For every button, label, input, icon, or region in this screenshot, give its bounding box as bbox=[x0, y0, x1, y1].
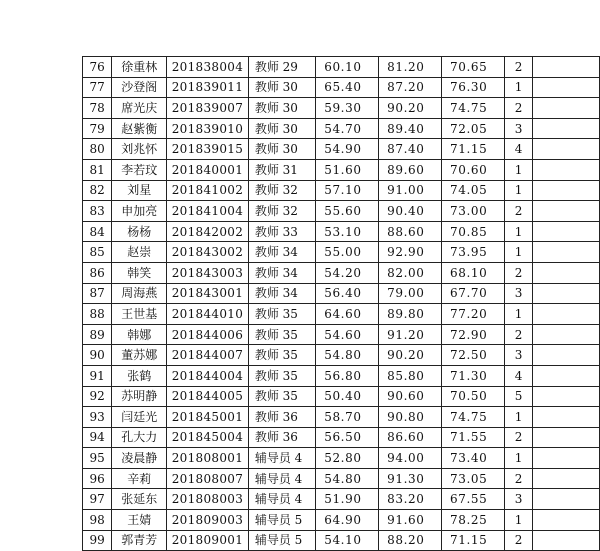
score1-cell: 55.00 bbox=[316, 242, 379, 263]
score1-cell: 52.80 bbox=[316, 448, 379, 469]
name-cell: 王世基 bbox=[112, 304, 167, 325]
table-row bbox=[83, 386, 600, 407]
remarks-cell bbox=[533, 201, 600, 222]
rank-cell: 2 bbox=[504, 324, 532, 345]
group-cell: 教师 29 bbox=[248, 57, 315, 78]
score1-cell: 50.40 bbox=[316, 386, 379, 407]
average-cell: 70.85 bbox=[441, 221, 504, 242]
row-number-cell: 97 bbox=[83, 489, 112, 510]
name-cell: 席光庆 bbox=[112, 98, 167, 119]
average-cell: 68.10 bbox=[441, 262, 504, 283]
id-cell: 201841004 bbox=[167, 201, 249, 222]
id-cell: 201808007 bbox=[167, 468, 249, 489]
average-cell: 78.25 bbox=[441, 510, 504, 531]
remarks-cell bbox=[533, 262, 600, 283]
table-row bbox=[83, 468, 600, 489]
score1-cell: 54.80 bbox=[316, 345, 379, 366]
row-number-cell: 93 bbox=[83, 407, 112, 428]
average-cell: 67.55 bbox=[441, 489, 504, 510]
average-cell: 72.05 bbox=[441, 118, 504, 139]
row-number-cell: 91 bbox=[83, 365, 112, 386]
row-number-cell: 89 bbox=[83, 324, 112, 345]
row-number-cell: 95 bbox=[83, 448, 112, 469]
name-cell: 韩笑 bbox=[112, 262, 167, 283]
rank-cell: 1 bbox=[504, 510, 532, 531]
row-number-cell: 87 bbox=[83, 283, 112, 304]
table-row bbox=[83, 159, 600, 180]
table-row bbox=[83, 407, 600, 428]
average-cell: 67.70 bbox=[441, 283, 504, 304]
remarks-cell bbox=[533, 139, 600, 160]
score2-cell: 89.40 bbox=[379, 118, 442, 139]
rank-cell: 2 bbox=[504, 468, 532, 489]
score2-cell: 90.20 bbox=[379, 98, 442, 119]
rank-cell: 3 bbox=[504, 283, 532, 304]
group-cell: 教师 35 bbox=[248, 324, 315, 345]
rank-cell: 5 bbox=[504, 386, 532, 407]
id-cell: 201838004 bbox=[167, 57, 249, 78]
row-number-cell: 79 bbox=[83, 118, 112, 139]
rank-cell: 3 bbox=[504, 489, 532, 510]
score1-cell: 56.80 bbox=[316, 365, 379, 386]
row-number-cell: 81 bbox=[83, 159, 112, 180]
rank-cell: 4 bbox=[504, 139, 532, 160]
id-cell: 201808001 bbox=[167, 448, 249, 469]
score1-cell: 64.60 bbox=[316, 304, 379, 325]
score1-cell: 65.40 bbox=[316, 77, 379, 98]
remarks-cell bbox=[533, 77, 600, 98]
average-cell: 76.30 bbox=[441, 77, 504, 98]
rank-cell: 2 bbox=[504, 427, 532, 448]
rank-cell: 4 bbox=[504, 365, 532, 386]
row-number-cell: 98 bbox=[83, 510, 112, 531]
score1-cell: 51.60 bbox=[316, 159, 379, 180]
group-cell: 教师 35 bbox=[248, 386, 315, 407]
average-cell: 74.75 bbox=[441, 98, 504, 119]
name-cell: 李若玟 bbox=[112, 159, 167, 180]
name-cell: 张延东 bbox=[112, 489, 167, 510]
id-cell: 201844007 bbox=[167, 345, 249, 366]
table-row bbox=[83, 118, 600, 139]
row-number-cell: 92 bbox=[83, 386, 112, 407]
score2-cell: 90.60 bbox=[379, 386, 442, 407]
id-cell: 201839015 bbox=[167, 139, 249, 160]
remarks-cell bbox=[533, 118, 600, 139]
table-row bbox=[83, 324, 600, 345]
rank-cell: 2 bbox=[504, 57, 532, 78]
score1-cell: 58.70 bbox=[316, 407, 379, 428]
name-cell: 韩娜 bbox=[112, 324, 167, 345]
score2-cell: 91.60 bbox=[379, 510, 442, 531]
row-number-cell: 84 bbox=[83, 221, 112, 242]
group-cell: 教师 36 bbox=[248, 407, 315, 428]
row-number-cell: 96 bbox=[83, 468, 112, 489]
score1-cell: 51.90 bbox=[316, 489, 379, 510]
remarks-cell bbox=[533, 221, 600, 242]
score2-cell: 86.60 bbox=[379, 427, 442, 448]
table-row bbox=[83, 221, 600, 242]
average-cell: 70.60 bbox=[441, 159, 504, 180]
score1-cell: 54.70 bbox=[316, 118, 379, 139]
name-cell: 董苏娜 bbox=[112, 345, 167, 366]
average-cell: 71.15 bbox=[441, 530, 504, 551]
id-cell: 201839010 bbox=[167, 118, 249, 139]
name-cell: 苏明静 bbox=[112, 386, 167, 407]
score2-cell: 87.20 bbox=[379, 77, 442, 98]
rank-cell: 1 bbox=[504, 159, 532, 180]
rank-cell: 1 bbox=[504, 242, 532, 263]
remarks-cell bbox=[533, 386, 600, 407]
table-row bbox=[83, 489, 600, 510]
group-cell: 教师 30 bbox=[248, 98, 315, 119]
table-row bbox=[83, 283, 600, 304]
group-cell: 教师 31 bbox=[248, 159, 315, 180]
average-cell: 73.95 bbox=[441, 242, 504, 263]
group-cell: 辅导员 4 bbox=[248, 489, 315, 510]
group-cell: 教师 35 bbox=[248, 365, 315, 386]
name-cell: 孔大力 bbox=[112, 427, 167, 448]
rank-cell: 2 bbox=[504, 262, 532, 283]
group-cell: 辅导员 4 bbox=[248, 468, 315, 489]
name-cell: 徐重林 bbox=[112, 57, 167, 78]
id-cell: 201840001 bbox=[167, 159, 249, 180]
average-cell: 72.90 bbox=[441, 324, 504, 345]
table-row bbox=[83, 180, 600, 201]
name-cell: 王婧 bbox=[112, 510, 167, 531]
score2-cell: 94.00 bbox=[379, 448, 442, 469]
table-row bbox=[83, 345, 600, 366]
row-number-cell: 86 bbox=[83, 262, 112, 283]
table-row bbox=[83, 448, 600, 469]
name-cell: 申加亮 bbox=[112, 201, 167, 222]
average-cell: 72.50 bbox=[441, 345, 504, 366]
name-cell: 沙登阁 bbox=[112, 77, 167, 98]
name-cell: 周海燕 bbox=[112, 283, 167, 304]
table-row bbox=[83, 262, 600, 283]
name-cell: 刘兆怀 bbox=[112, 139, 167, 160]
name-cell: 杨杨 bbox=[112, 221, 167, 242]
score2-cell: 81.20 bbox=[379, 57, 442, 78]
name-cell: 闫廷光 bbox=[112, 407, 167, 428]
table-row bbox=[83, 365, 600, 386]
group-cell: 教师 30 bbox=[248, 77, 315, 98]
remarks-cell bbox=[533, 407, 600, 428]
score2-cell: 90.20 bbox=[379, 345, 442, 366]
row-number-cell: 76 bbox=[83, 57, 112, 78]
id-cell: 201839011 bbox=[167, 77, 249, 98]
score1-cell: 59.30 bbox=[316, 98, 379, 119]
table-row bbox=[83, 201, 600, 222]
id-cell: 201809003 bbox=[167, 510, 249, 531]
rank-cell: 2 bbox=[504, 201, 532, 222]
remarks-cell bbox=[533, 468, 600, 489]
id-cell: 201842002 bbox=[167, 221, 249, 242]
remarks-cell bbox=[533, 242, 600, 263]
id-cell: 201839007 bbox=[167, 98, 249, 119]
name-cell: 赵崇 bbox=[112, 242, 167, 263]
table-row bbox=[83, 57, 600, 78]
name-cell: 刘星 bbox=[112, 180, 167, 201]
remarks-cell bbox=[533, 427, 600, 448]
remarks-cell bbox=[533, 365, 600, 386]
group-cell: 教师 35 bbox=[248, 345, 315, 366]
rank-cell: 1 bbox=[504, 448, 532, 469]
remarks-cell bbox=[533, 159, 600, 180]
id-cell: 201808003 bbox=[167, 489, 249, 510]
score1-cell: 56.50 bbox=[316, 427, 379, 448]
score2-cell: 83.20 bbox=[379, 489, 442, 510]
average-cell: 74.05 bbox=[441, 180, 504, 201]
score2-cell: 79.00 bbox=[379, 283, 442, 304]
id-cell: 201844004 bbox=[167, 365, 249, 386]
remarks-cell bbox=[533, 448, 600, 469]
score1-cell: 60.10 bbox=[316, 57, 379, 78]
score1-cell: 53.10 bbox=[316, 221, 379, 242]
row-number-cell: 90 bbox=[83, 345, 112, 366]
remarks-cell bbox=[533, 304, 600, 325]
id-cell: 201845001 bbox=[167, 407, 249, 428]
id-cell: 201845004 bbox=[167, 427, 249, 448]
score1-cell: 54.90 bbox=[316, 139, 379, 160]
rank-cell: 1 bbox=[504, 407, 532, 428]
id-cell: 201843002 bbox=[167, 242, 249, 263]
score1-cell: 54.60 bbox=[316, 324, 379, 345]
average-cell: 77.20 bbox=[441, 304, 504, 325]
average-cell: 71.30 bbox=[441, 365, 504, 386]
average-cell: 71.55 bbox=[441, 427, 504, 448]
name-cell: 郭青芳 bbox=[112, 530, 167, 551]
score1-cell: 57.10 bbox=[316, 180, 379, 201]
average-cell: 70.65 bbox=[441, 57, 504, 78]
group-cell: 辅导员 5 bbox=[248, 510, 315, 531]
rank-cell: 3 bbox=[504, 118, 532, 139]
rank-cell: 1 bbox=[504, 304, 532, 325]
table-row bbox=[83, 242, 600, 263]
table-row bbox=[83, 510, 600, 531]
group-cell: 教师 33 bbox=[248, 221, 315, 242]
score2-cell: 87.40 bbox=[379, 139, 442, 160]
id-cell: 201841002 bbox=[167, 180, 249, 201]
score2-cell: 90.40 bbox=[379, 201, 442, 222]
score-table-body bbox=[83, 57, 600, 551]
group-cell: 辅导员 4 bbox=[248, 448, 315, 469]
group-cell: 辅导员 5 bbox=[248, 530, 315, 551]
rank-cell: 1 bbox=[504, 77, 532, 98]
average-cell: 74.75 bbox=[441, 407, 504, 428]
id-cell: 201844006 bbox=[167, 324, 249, 345]
remarks-cell bbox=[533, 57, 600, 78]
score2-cell: 90.80 bbox=[379, 407, 442, 428]
score1-cell: 64.90 bbox=[316, 510, 379, 531]
row-number-cell: 94 bbox=[83, 427, 112, 448]
average-cell: 71.15 bbox=[441, 139, 504, 160]
score2-cell: 91.00 bbox=[379, 180, 442, 201]
group-cell: 教师 32 bbox=[248, 180, 315, 201]
id-cell: 201844010 bbox=[167, 304, 249, 325]
score1-cell: 54.10 bbox=[316, 530, 379, 551]
average-cell: 73.00 bbox=[441, 201, 504, 222]
rank-cell: 1 bbox=[504, 221, 532, 242]
name-cell: 辛莉 bbox=[112, 468, 167, 489]
average-cell: 70.50 bbox=[441, 386, 504, 407]
id-cell: 201809001 bbox=[167, 530, 249, 551]
score2-cell: 89.80 bbox=[379, 304, 442, 325]
rank-cell: 3 bbox=[504, 345, 532, 366]
row-number-cell: 99 bbox=[83, 530, 112, 551]
row-number-cell: 82 bbox=[83, 180, 112, 201]
remarks-cell bbox=[533, 489, 600, 510]
score1-cell: 54.20 bbox=[316, 262, 379, 283]
table-row bbox=[83, 427, 600, 448]
id-cell: 201844005 bbox=[167, 386, 249, 407]
remarks-cell bbox=[533, 283, 600, 304]
score2-cell: 89.60 bbox=[379, 159, 442, 180]
row-number-cell: 83 bbox=[83, 201, 112, 222]
group-cell: 教师 30 bbox=[248, 118, 315, 139]
table-row bbox=[83, 530, 600, 551]
rank-cell: 1 bbox=[504, 180, 532, 201]
group-cell: 教师 34 bbox=[248, 262, 315, 283]
score-table bbox=[82, 56, 600, 551]
id-cell: 201843003 bbox=[167, 262, 249, 283]
score2-cell: 91.20 bbox=[379, 324, 442, 345]
name-cell: 凌晨静 bbox=[112, 448, 167, 469]
group-cell: 教师 32 bbox=[248, 201, 315, 222]
row-number-cell: 77 bbox=[83, 77, 112, 98]
score1-cell: 54.80 bbox=[316, 468, 379, 489]
remarks-cell bbox=[533, 510, 600, 531]
name-cell: 张鹤 bbox=[112, 365, 167, 386]
group-cell: 教师 35 bbox=[248, 304, 315, 325]
group-cell: 教师 30 bbox=[248, 139, 315, 160]
score2-cell: 88.20 bbox=[379, 530, 442, 551]
table-row bbox=[83, 139, 600, 160]
remarks-cell bbox=[533, 530, 600, 551]
id-cell: 201843001 bbox=[167, 283, 249, 304]
group-cell: 教师 34 bbox=[248, 283, 315, 304]
row-number-cell: 78 bbox=[83, 98, 112, 119]
remarks-cell bbox=[533, 345, 600, 366]
row-number-cell: 80 bbox=[83, 139, 112, 160]
name-cell: 赵紫衡 bbox=[112, 118, 167, 139]
score2-cell: 88.60 bbox=[379, 221, 442, 242]
remarks-cell bbox=[533, 324, 600, 345]
group-cell: 教师 36 bbox=[248, 427, 315, 448]
remarks-cell bbox=[533, 98, 600, 119]
average-cell: 73.05 bbox=[441, 468, 504, 489]
score2-cell: 92.90 bbox=[379, 242, 442, 263]
rank-cell: 2 bbox=[504, 530, 532, 551]
table-row bbox=[83, 304, 600, 325]
score1-cell: 56.40 bbox=[316, 283, 379, 304]
average-cell: 73.40 bbox=[441, 448, 504, 469]
row-number-cell: 85 bbox=[83, 242, 112, 263]
table-row bbox=[83, 77, 600, 98]
group-cell: 教师 34 bbox=[248, 242, 315, 263]
score2-cell: 85.80 bbox=[379, 365, 442, 386]
rank-cell: 2 bbox=[504, 98, 532, 119]
row-number-cell: 88 bbox=[83, 304, 112, 325]
table-row bbox=[83, 98, 600, 119]
score2-cell: 82.00 bbox=[379, 262, 442, 283]
remarks-cell bbox=[533, 180, 600, 201]
score1-cell: 55.60 bbox=[316, 201, 379, 222]
score2-cell: 91.30 bbox=[379, 468, 442, 489]
